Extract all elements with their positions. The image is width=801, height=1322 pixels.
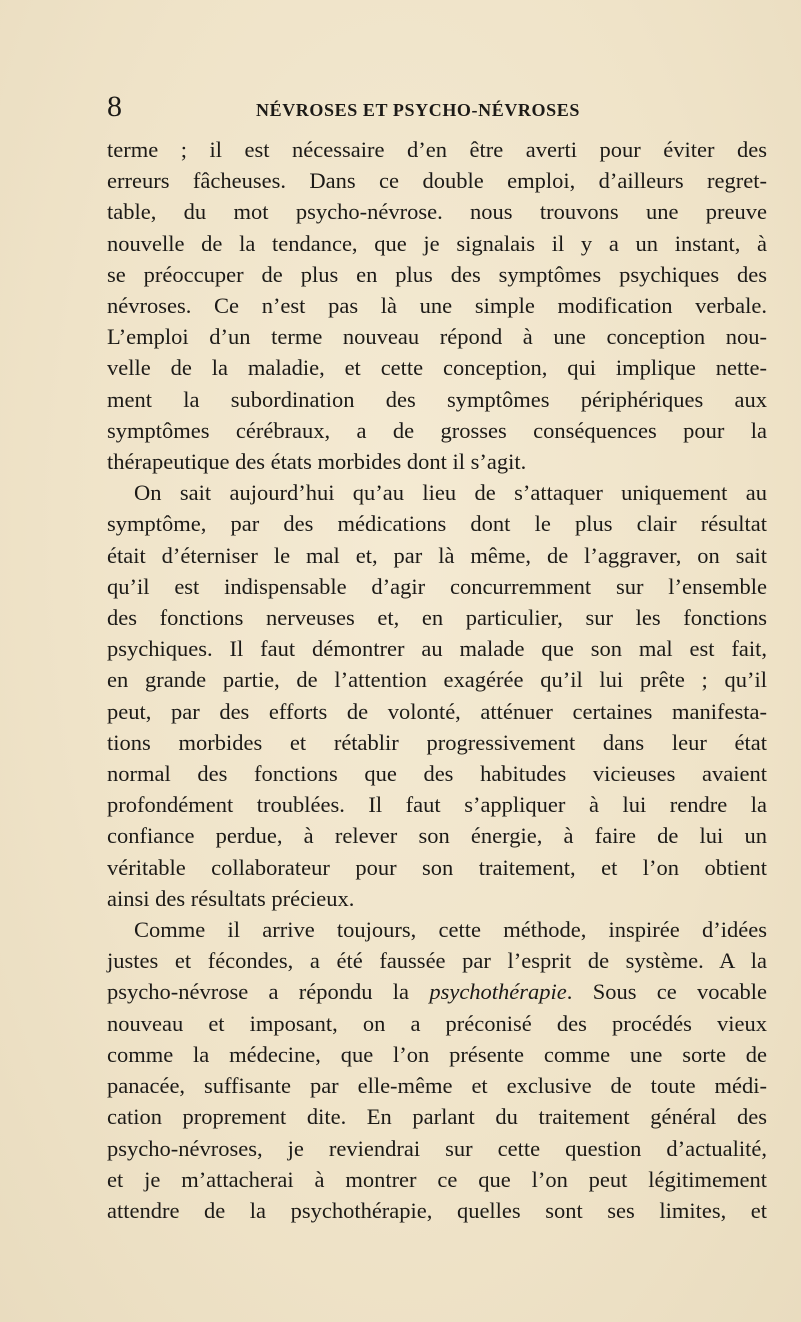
text-line: thérapeutique des états morbides dont il s’agit. bbox=[107, 449, 527, 475]
text-line: ainsi des résultats précieux. bbox=[107, 885, 355, 911]
text-line: psycho-névroses, je reviendrai sur cette question d’actualité, bbox=[107, 1135, 767, 1161]
paragraph-start: On sait aujourd’hui qu’au lieu de s’attaquer uniquement au bbox=[134, 480, 767, 506]
text-line: des fonctions nerveuses et, en particulier, sur les fonctions bbox=[107, 605, 767, 631]
text-line: qu’il est indispensable d’agir concurremment sur l’ensemble bbox=[107, 573, 767, 599]
text-line: véritable collaborateur pour son traitement, et l’on obtient bbox=[107, 854, 767, 880]
text-line: symptôme, par des médications dont le plus clair résultat bbox=[107, 511, 767, 537]
text-line: profondément troublées. Il faut s’appliquer à lui rendre la bbox=[107, 792, 767, 818]
text-line: comme la médecine, que l’on présente comme une sorte de bbox=[107, 1041, 767, 1067]
text-line: en grande partie, de l’attention exagérée qu’il lui prête ; qu’il bbox=[107, 667, 767, 693]
italic-term: psychothérapie bbox=[429, 979, 567, 1005]
book-page bbox=[107, 92, 767, 1226]
running-title: NÉVROSES ET PSYCHO-NÉVROSES bbox=[256, 100, 580, 120]
text-line: velle de la maladie, et cette conception, qui implique nette- bbox=[107, 355, 767, 381]
text-segment: psycho-névrose a répondu la bbox=[107, 979, 410, 1005]
text-line: ment la subordination des symptômes périphériques aux bbox=[107, 386, 767, 412]
running-head bbox=[107, 92, 767, 132]
text-line: était d’éterniser le mal et, par là même, de l’aggraver, on sait bbox=[107, 542, 767, 568]
text-line: nouvelle de la tendance, que je signalais il y a un instant, à bbox=[107, 230, 767, 256]
text-line: attendre de la psychothérapie, quelles sont ses limites, et bbox=[107, 1197, 767, 1223]
text-line: nouveau et imposant, on a préconisé des procédés vieux bbox=[107, 1010, 767, 1036]
text-line: symptômes cérébraux, a de grosses conséquences pour la bbox=[107, 417, 767, 443]
text-line: se préoccuper de plus en plus des symptômes psychiques des bbox=[107, 261, 767, 287]
text-line: tions morbides et rétablir progressivement dans leur état bbox=[107, 729, 767, 755]
text-line-with-italic bbox=[107, 976, 767, 1007]
text-line: terme ; il est nécessaire d’en être averti pour éviter des bbox=[107, 137, 767, 162]
text-line: névroses. Ce n’est pas là une simple modification verbale. bbox=[107, 293, 767, 319]
text-line: cation proprement dite. En parlant du traitement général des bbox=[107, 1104, 767, 1130]
page-number: 8 bbox=[107, 90, 122, 123]
text-line: panacée, suffisante par elle-même et exclusive de toute médi- bbox=[107, 1073, 767, 1099]
text-line: et je m’attacherai à montrer ce que l’on peut légitimement bbox=[107, 1166, 767, 1192]
text-line: erreurs fâcheuses. Dans ce double emploi, d’ailleurs regret- bbox=[107, 168, 767, 194]
text-line: psychiques. Il faut démontrer au malade que son mal est fait, bbox=[107, 636, 767, 662]
body-text bbox=[107, 134, 767, 1226]
text-line: normal des fonctions que des habitudes vicieuses avaient bbox=[107, 761, 767, 787]
text-segment: . Sous ce vocable bbox=[566, 979, 767, 1005]
text-line: L’emploi d’un terme nouveau répond à une conception nou- bbox=[107, 324, 767, 350]
paragraph-start: Comme il arrive toujours, cette méthode, inspirée d’idées bbox=[134, 917, 767, 943]
text-line: peut, par des efforts de volonté, atténuer certaines manifesta- bbox=[107, 698, 767, 724]
text-line: confiance perdue, à relever son énergie, à faire de lui un bbox=[107, 823, 767, 849]
text-line: justes et fécondes, a été faussée par l’esprit de système. A la bbox=[107, 948, 767, 974]
text-line: table, du mot psycho-névrose. nous trouvons une preuve bbox=[107, 199, 767, 225]
